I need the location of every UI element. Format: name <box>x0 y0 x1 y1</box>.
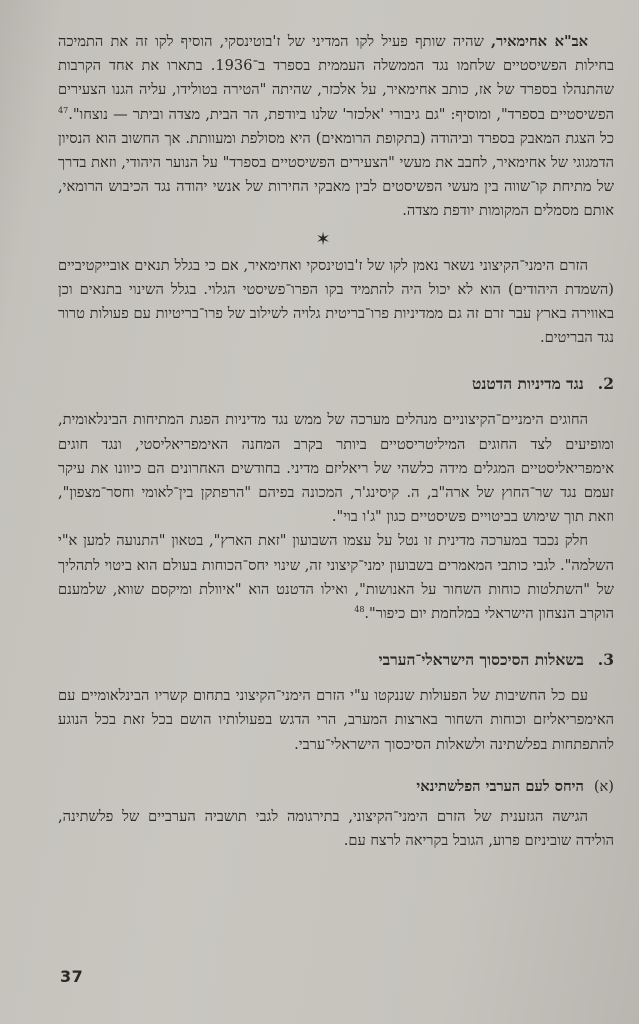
page-number: 37 <box>60 967 84 986</box>
paragraph-body: שהיה שותף פעיל לקו המדיני של ז'בוטינסקי, הוסיף לקו זה את התמיכה בחילות הפשיסטיים שלחמו נגד הממשלה העממית בספרד ב־1936. בתארו את אחד הקרבות שהתנהלו בספרד של אז, כותב אחימאיר, על אלכזר, שהיתה "הטירה בטולידו, עליה הגנו הצעירים הפשיסטיים בספרד", ומוסיף: "גם גיבורי 'אלכזר' שלנו ביודפת, הר הבית, מצדה וביתר — נוצחו". <box>58 33 614 123</box>
paragraph-detente: החוגים הימניים־הקיצוניים מנהלים מערכה של ממש נגד מדיניות הפגת המתיחות הבינלאומית, ומופיעים לצד החוגים המיליטריסטיים ביותר בקרב המחנה האימפריאליסטי, ונגד חוגים אימפריאליסטיים המגלים מידה כלשהי של ריאליזם מדיני. בחודשים האחרונים הם כיוונו את עיקר זעמם נגד שר־החוץ של ארה"ב, ה. קיסינג'ר, המכונה בפיהם "הרפתקן בין־לאומי וחסר־מצפון", וזאת תוך שימוש בביטויים פשיסטיים כגון "ג'ו בוי". <box>58 411 614 526</box>
section-number: 3. <box>597 650 614 670</box>
paragraph-achimeir <box>58 30 614 224</box>
paragraph-body: חלק נכבד במערכה מדינית זו נטל על עצמו השבועון "זאת הארץ", בטאון "התנועה למען א"י השלמה". לגבי כותבי המאמרים בשבועון ימני־קיצוני זה, שינוי יחס־הכוחות בעולם הוא ביטוי לתהליך של "השתלטות כוחות השחור על האנושות", ואילו הדטנט הוא "איוולת ומיקסם שווא, שלמענם הוקרב הנצחון הישראלי במלחמת יום כיפור". <box>58 532 614 623</box>
section-title: בשאלות הסיכסוך הישראלי־הערבי <box>378 650 584 670</box>
section-title: נגד מדיניות הדטנט <box>472 374 584 394</box>
section-number: 2. <box>597 374 614 394</box>
subsection-heading-palestinian <box>58 775 614 799</box>
text-column <box>58 30 614 853</box>
paragraph-conflict: עם כל החשיבות של הפעולות שננקטו ע"י הזרם הימני־הקיצוני בתחום קשריו הבינלאומיים עם האימפריאליזם וכוחות השחור בארצות המערב, הרי הדגש בפעולותיו הושם בכל זאת בכל הנוגע להתפתחות בפלשתינה ולשאלות הסיכסוך הישראלי־ערבי. <box>58 687 614 753</box>
section-heading-detente <box>58 372 614 396</box>
footnote-ref-48: 48 <box>354 605 365 615</box>
subsection-label: (א) <box>593 777 614 795</box>
paragraph-weekly <box>58 529 614 626</box>
paragraph-tail: כל הצגת המאבק בספרד וביהודה (בתקופת הרומאים) היא מסולפת ומעוותת. אך החשוב הוא הנסיון הדמגוגי של אחימאיר, לחבב את מעשי "הצעירים הפשיסטיים בספרד" על הנוער היהודי, וזאת בדרך של מתיחת קו־שווה בין מעשי הפשיסטים לבין מאבקי החירות של אנשי יהודה נגד הכיבוש הרומאי, אותם מסמלים המקומות יודפת מצדה. <box>58 129 614 220</box>
paragraph-right-wing-stream: הזרם הימני־הקיצוני נשאר נאמן לקו של ז'בוטינסקי ואחימאיר, אם כי בגלל תנאים אובייקטיביים (השמדת היהודים) הוא לא יכול היה להתמיד בקו הפרו־פשיסטי הגלוי. בגלל השינוי בתנאים וכן באווירה בארץ עבר זרם זה גם ממדיניות פרו־בריטית גלויה לשילוב של פרו־בריטיות עם פעולות טרור נגד הבריטים. <box>58 256 614 347</box>
subsection-title: היחס לעם הערבי הפלשתינאי <box>416 777 584 795</box>
paragraph-lead-name: אב"א אחימאיר, <box>491 33 588 50</box>
section-heading-conflict <box>58 648 614 672</box>
section-separator-star: ✶ <box>315 228 331 250</box>
footnote-ref-47: 47 <box>58 105 69 115</box>
paragraph-racism: הגישה הגזענית של הזרם הימני־הקיצוני, בתירגומה לגבי תושביה הערביים של פלשתינה, הולידה שוביניזם פרוע, הגובל בקריאה לרצח עם. <box>58 807 614 850</box>
